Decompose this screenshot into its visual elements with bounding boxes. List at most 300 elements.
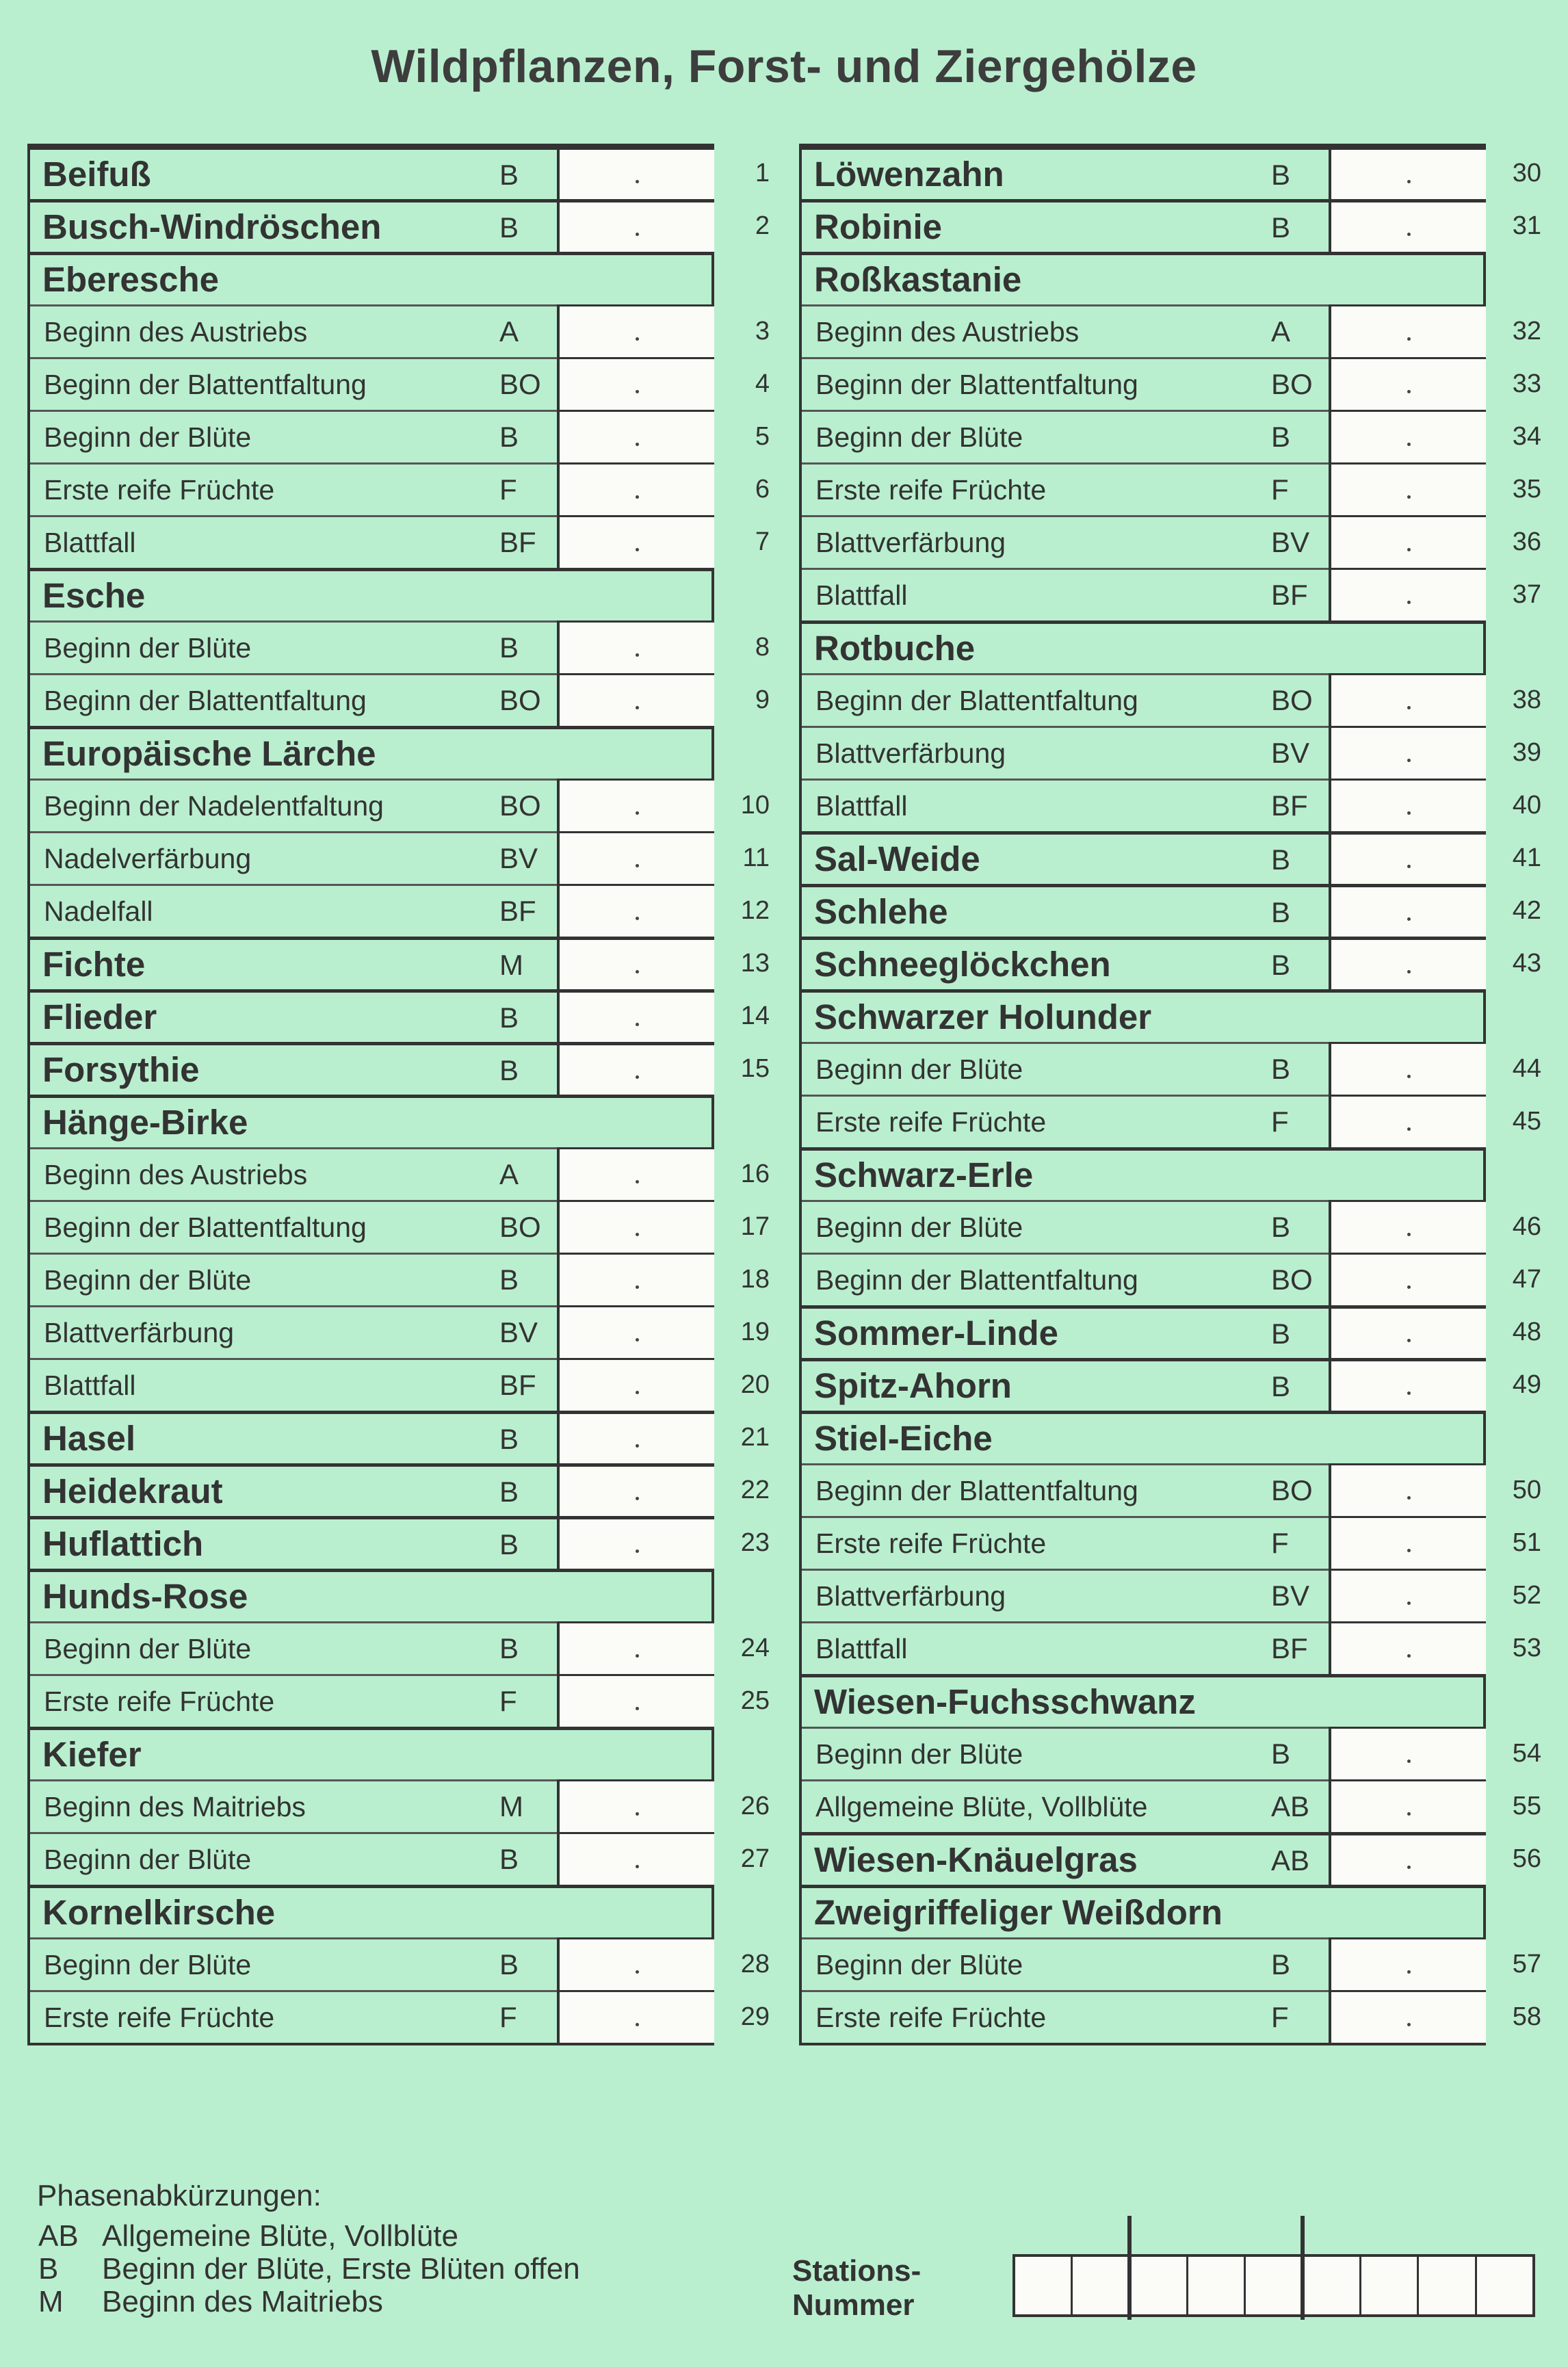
row-number: 55 — [1512, 1792, 1541, 1820]
date-entry-box[interactable] — [1329, 462, 1486, 515]
station-digit-cell[interactable] — [1015, 2257, 1071, 2314]
species-name: Kornelkirsche — [42, 1893, 276, 1932]
phase-name: Beginn der Blüte — [815, 1212, 1023, 1243]
species-header-row — [802, 620, 1483, 673]
date-entry-box[interactable] — [557, 1832, 714, 1885]
phase-row — [30, 1779, 711, 1832]
phase-code: B — [499, 1002, 519, 1034]
row-number: 54 — [1512, 1739, 1541, 1768]
species-row — [30, 1042, 711, 1095]
date-entry-box[interactable] — [557, 1465, 714, 1516]
date-separator-dot — [636, 864, 639, 867]
phase-row — [802, 515, 1483, 568]
phase-name: Beginn des Austriebs — [44, 316, 308, 348]
legend-item — [37, 2219, 458, 2253]
date-entry-box[interactable] — [557, 515, 714, 568]
phase-code: B — [1271, 1948, 1291, 1980]
phase-code: B — [499, 421, 519, 453]
legend — [37, 2179, 580, 2318]
species-name: Löwenzahn — [814, 155, 1004, 194]
left-column-table — [27, 144, 770, 2045]
phase-code: BV — [499, 1316, 538, 1348]
phase-name: Blattfall — [815, 1633, 908, 1664]
date-separator-dot — [1407, 2023, 1411, 2026]
date-entry-box[interactable] — [1329, 1253, 1486, 1305]
phase-code: BO — [499, 368, 541, 400]
species-row — [30, 1411, 711, 1463]
row-number: 4 — [755, 369, 770, 398]
date-entry-box[interactable] — [1329, 833, 1486, 884]
phase-name: Blattfall — [815, 790, 908, 822]
species-name: Hunds-Rose — [42, 1577, 248, 1616]
species-name: Europäische Lärche — [42, 734, 376, 773]
date-separator-dot — [1407, 601, 1411, 604]
row-number: 9 — [755, 685, 770, 714]
date-separator-dot — [1407, 811, 1411, 815]
date-entry-box[interactable] — [1329, 1095, 1486, 1147]
date-entry-box[interactable] — [557, 1253, 714, 1305]
phase-code: BF — [499, 526, 536, 558]
station-digit-cell[interactable] — [1244, 2257, 1301, 2314]
date-entry-box[interactable] — [557, 1305, 714, 1358]
date-entry-box[interactable] — [557, 1674, 714, 1727]
species-row — [30, 199, 711, 252]
phase-code: BO — [1271, 684, 1313, 716]
date-separator-dot — [636, 548, 639, 551]
date-separator-dot — [636, 1865, 639, 1868]
station-digit-cell[interactable] — [1302, 2257, 1359, 2314]
date-entry-box[interactable] — [1329, 304, 1486, 357]
date-separator-dot — [636, 1549, 639, 1553]
station-digit-cell[interactable] — [1359, 2257, 1417, 2314]
row-number: 5 — [755, 422, 770, 451]
date-separator-dot — [1407, 1233, 1411, 1236]
station-digit-cell[interactable] — [1071, 2257, 1128, 2314]
species-header-row — [802, 252, 1483, 304]
station-number-grid — [1012, 2254, 1535, 2317]
date-separator-dot — [636, 1233, 639, 1236]
row-number: 35 — [1512, 475, 1541, 504]
species-name: Schlehe — [814, 892, 948, 931]
phase-row — [802, 410, 1483, 462]
date-separator-dot — [636, 2023, 639, 2026]
date-separator-dot — [636, 390, 639, 393]
date-entry-box[interactable] — [1329, 1569, 1486, 1621]
date-entry-box[interactable] — [557, 779, 714, 831]
phase-name: Nadelfall — [44, 895, 153, 927]
date-entry-box[interactable] — [1329, 515, 1486, 568]
date-entry-box[interactable] — [1329, 410, 1486, 462]
phase-code: BF — [1271, 579, 1308, 611]
phase-code: BO — [1271, 368, 1313, 400]
species-row — [802, 937, 1483, 989]
phase-name: Beginn des Maitriebs — [44, 1791, 306, 1822]
date-entry-box[interactable] — [1329, 1359, 1486, 1411]
phase-name: Blattfall — [44, 1370, 136, 1401]
date-entry-box[interactable] — [557, 410, 714, 462]
date-entry-box[interactable] — [557, 938, 714, 989]
legend-item — [37, 2285, 383, 2318]
station-label-line1: Stations- — [792, 2254, 922, 2288]
species-header-row — [802, 1885, 1483, 1937]
date-entry-box[interactable] — [557, 200, 714, 252]
phase-row — [802, 304, 1483, 357]
station-digit-cell[interactable] — [1186, 2257, 1244, 2314]
phase-code: B — [1271, 844, 1291, 876]
species-row — [802, 1832, 1483, 1885]
species-name: Rotbuche — [814, 629, 976, 668]
row-number: 26 — [740, 1792, 770, 1820]
station-digit-cell[interactable] — [1129, 2257, 1186, 2314]
phase-row — [30, 1358, 711, 1411]
phase-name: Beginn der Blattentfaltung — [815, 685, 1138, 716]
phase-code: A — [499, 1158, 519, 1190]
row-number: 25 — [740, 1686, 770, 1715]
date-separator-dot — [1407, 1866, 1411, 1869]
date-entry-box[interactable] — [1329, 1833, 1486, 1885]
date-entry-box[interactable] — [1329, 726, 1486, 779]
species-row — [802, 884, 1483, 937]
species-name: Fichte — [42, 945, 146, 984]
phase-name: Erste reife Früchte — [815, 2002, 1047, 2033]
phase-row — [30, 1253, 711, 1305]
species-name: Wiesen-Fuchsschwanz — [814, 1682, 1196, 1721]
date-separator-dot — [636, 1497, 639, 1500]
date-separator-dot — [1407, 495, 1411, 499]
row-number: 57 — [1512, 1950, 1541, 1978]
phase-row — [802, 1042, 1483, 1095]
phase-row — [802, 1516, 1483, 1569]
date-entry-box[interactable] — [557, 620, 714, 673]
species-row — [30, 1463, 711, 1516]
phase-name: Beginn der Blüte — [44, 1949, 252, 1980]
date-entry-box[interactable] — [557, 150, 714, 199]
row-number: 53 — [1512, 1634, 1541, 1662]
date-separator-dot — [1407, 1760, 1411, 1763]
phase-row — [30, 620, 711, 673]
date-entry-box[interactable] — [1329, 1200, 1486, 1253]
phase-name: Beginn der Blattentfaltung — [815, 1475, 1138, 1506]
date-entry-box[interactable] — [1329, 1779, 1486, 1832]
row-number: 17 — [740, 1212, 770, 1241]
phase-row — [802, 1569, 1483, 1621]
species-name: Forsythie — [42, 1050, 200, 1089]
row-number: 1 — [755, 159, 770, 187]
date-entry-box[interactable] — [1329, 1937, 1486, 1990]
date-entry-box[interactable] — [557, 1412, 714, 1463]
station-digit-cell[interactable] — [1417, 2257, 1474, 2314]
phase-code: B — [1271, 949, 1291, 981]
phase-code: F — [499, 473, 517, 506]
phase-code: B — [499, 1264, 519, 1296]
phase-code: BV — [1271, 526, 1310, 558]
row-number: 14 — [740, 1002, 770, 1030]
phase-row — [802, 1621, 1483, 1674]
date-entry-box[interactable] — [557, 673, 714, 726]
phase-code: BF — [499, 895, 536, 927]
date-entry-box[interactable] — [1329, 1621, 1486, 1674]
date-entry-box[interactable] — [1329, 1990, 1486, 2043]
phase-code: B — [1271, 896, 1291, 928]
date-separator-dot — [636, 1391, 639, 1394]
phase-name: Blattfall — [815, 579, 908, 611]
phase-code: B — [499, 1948, 519, 1980]
phase-name: Beginn der Blüte — [44, 421, 252, 453]
species-header-row — [30, 1727, 711, 1779]
date-entry-box[interactable] — [557, 1043, 714, 1095]
row-number: 45 — [1512, 1107, 1541, 1136]
date-entry-box[interactable] — [557, 1779, 714, 1832]
phase-name: Blattverfärbung — [815, 737, 1006, 769]
legend-title: Phasenabkürzungen: — [37, 2179, 322, 2212]
date-entry-box[interactable] — [1329, 357, 1486, 410]
phase-code: F — [1271, 1527, 1289, 1559]
legend-text: Beginn der Blüte, Erste Blüten offen — [102, 2252, 580, 2286]
phase-row — [802, 1937, 1483, 1990]
phase-row — [30, 779, 711, 831]
date-separator-dot — [636, 811, 639, 815]
date-entry-box[interactable] — [557, 884, 714, 937]
row-number: 47 — [1512, 1265, 1541, 1294]
phase-code: B — [1271, 1211, 1291, 1243]
date-entry-box[interactable] — [1329, 1727, 1486, 1779]
phase-code: AB — [1271, 1790, 1310, 1822]
date-separator-dot — [636, 180, 639, 183]
date-separator-dot — [1407, 1812, 1411, 1816]
phase-code: B — [499, 1054, 519, 1086]
phase-row — [30, 1200, 711, 1253]
row-number: 19 — [740, 1318, 770, 1346]
phase-code: BO — [1271, 1264, 1313, 1296]
phase-row — [30, 410, 711, 462]
station-number-label — [792, 2254, 921, 2323]
phase-name: Erste reife Früchte — [815, 1106, 1047, 1138]
date-separator-dot — [636, 1444, 639, 1448]
phase-name: Beginn des Austriebs — [815, 316, 1080, 348]
species-name: Huflattich — [42, 1524, 204, 1563]
phase-row — [30, 673, 711, 726]
phase-name: Beginn der Blattentfaltung — [815, 369, 1138, 400]
phase-row — [802, 357, 1483, 410]
date-entry-box[interactable] — [557, 304, 714, 357]
species-name: Spitz-Ahorn — [814, 1366, 1012, 1405]
row-number: 51 — [1512, 1528, 1541, 1557]
date-entry-box[interactable] — [557, 1990, 714, 2043]
row-number: 44 — [1512, 1054, 1541, 1083]
phase-name: Blattverfärbung — [815, 527, 1006, 558]
phase-name: Erste reife Früchte — [44, 1686, 275, 1717]
row-number: 32 — [1512, 317, 1541, 345]
species-name: Sal-Weide — [814, 839, 980, 878]
phase-row — [802, 1463, 1483, 1516]
species-header-row — [30, 568, 711, 620]
phase-name: Beginn der Blattentfaltung — [44, 369, 367, 400]
phase-code: BO — [499, 1211, 541, 1243]
species-header-row — [30, 1569, 711, 1621]
row-number: 22 — [740, 1476, 770, 1504]
date-separator-dot — [636, 233, 639, 236]
species-name: Hänge-Birke — [42, 1103, 248, 1142]
date-separator-dot — [636, 1812, 639, 1816]
phase-name: Beginn der Blüte — [815, 421, 1023, 453]
date-separator-dot — [636, 706, 639, 709]
phase-code: B — [1271, 1053, 1291, 1085]
phase-code: BF — [499, 1369, 536, 1401]
row-number: 49 — [1512, 1370, 1541, 1399]
date-entry-box[interactable] — [557, 1200, 714, 1253]
species-row — [30, 937, 711, 989]
row-number: 8 — [755, 633, 770, 662]
date-separator-dot — [1407, 1496, 1411, 1500]
date-entry-box[interactable] — [1329, 200, 1486, 252]
station-digit-cell[interactable] — [1475, 2257, 1532, 2314]
species-header-row — [802, 1147, 1483, 1200]
phase-name: Beginn der Blüte — [44, 632, 252, 664]
phase-code: F — [1271, 473, 1289, 506]
date-entry-box[interactable] — [557, 1937, 714, 1990]
legend-text: Beginn des Maitriebs — [102, 2285, 383, 2318]
phase-row — [802, 1200, 1483, 1253]
row-number: 46 — [1512, 1212, 1541, 1241]
row-number: 38 — [1512, 685, 1541, 714]
phase-row — [30, 1305, 711, 1358]
date-separator-dot — [1407, 1549, 1411, 1552]
phase-code: B — [1271, 211, 1291, 244]
date-separator-dot — [1407, 1339, 1411, 1342]
date-entry-box[interactable] — [1329, 1463, 1486, 1516]
phase-row — [30, 1147, 711, 1200]
phase-row — [30, 1937, 711, 1990]
date-separator-dot — [1407, 443, 1411, 446]
date-entry-box[interactable] — [557, 1517, 714, 1569]
legend-abbr: AB — [38, 2219, 79, 2253]
date-separator-dot — [1407, 1601, 1411, 1605]
row-number: 13 — [740, 949, 770, 978]
date-separator-dot — [1407, 548, 1411, 551]
date-separator-dot — [1407, 1391, 1411, 1395]
phase-name: Beginn der Blüte — [44, 1633, 252, 1664]
row-number: 15 — [740, 1054, 770, 1083]
phase-name: Beginn der Blüte — [44, 1264, 252, 1296]
row-number: 23 — [740, 1528, 770, 1557]
date-entry-box[interactable] — [557, 1621, 714, 1674]
date-separator-dot — [636, 443, 639, 446]
phase-code: B — [1271, 1318, 1291, 1350]
date-entry-box[interactable] — [1329, 150, 1486, 199]
species-name: Schneeglöckchen — [814, 945, 1111, 984]
species-name: Hasel — [42, 1419, 136, 1458]
date-separator-dot — [1407, 1075, 1411, 1078]
species-name: Stiel-Eiche — [814, 1419, 993, 1458]
row-number: 43 — [1512, 949, 1541, 978]
date-entry-box[interactable] — [1329, 1307, 1486, 1358]
right-column-table — [799, 144, 1541, 2045]
date-separator-dot — [1407, 1654, 1411, 1658]
phase-code: B — [499, 631, 519, 664]
phase-code: BF — [1271, 1632, 1308, 1664]
date-entry-box[interactable] — [557, 831, 714, 884]
phase-name: Erste reife Früchte — [815, 1528, 1047, 1559]
phase-row — [802, 1253, 1483, 1305]
date-separator-dot — [636, 337, 639, 341]
date-entry-box[interactable] — [1329, 568, 1486, 620]
row-number: 10 — [740, 791, 770, 820]
date-separator-dot — [636, 1023, 639, 1026]
phase-row — [802, 779, 1483, 831]
phase-name: Beginn der Blüte — [815, 1738, 1023, 1770]
phase-name: Blattverfärbung — [44, 1317, 235, 1348]
legend-abbr: B — [38, 2252, 59, 2286]
date-entry-box[interactable] — [557, 1147, 714, 1200]
row-number: 27 — [740, 1844, 770, 1873]
phase-name: Beginn der Blattentfaltung — [44, 685, 367, 716]
date-separator-dot — [636, 970, 639, 973]
row-number: 11 — [742, 844, 770, 872]
row-number: 41 — [1512, 844, 1541, 872]
date-separator-dot — [1407, 233, 1411, 236]
date-separator-dot — [1407, 1285, 1411, 1289]
date-entry-box[interactable] — [1329, 673, 1486, 726]
row-number: 3 — [755, 317, 770, 345]
phase-name: Blattverfärbung — [815, 1580, 1006, 1612]
phase-row — [802, 1990, 1483, 2043]
date-entry-box[interactable] — [557, 1358, 714, 1411]
species-name: Sommer-Linde — [814, 1313, 1059, 1352]
row-number: 36 — [1512, 527, 1541, 556]
species-header-row — [30, 1095, 711, 1147]
species-row — [802, 146, 1483, 199]
date-entry-box[interactable] — [557, 462, 714, 515]
species-name: Eberesche — [42, 260, 219, 299]
date-entry-box[interactable] — [1329, 1516, 1486, 1569]
phase-name: Blattfall — [44, 527, 136, 558]
phase-row — [30, 304, 711, 357]
species-name: Schwarzer Holunder — [814, 997, 1152, 1036]
date-separator-dot — [636, 1285, 639, 1289]
row-number: 39 — [1512, 738, 1541, 767]
phase-row — [30, 1621, 711, 1674]
phase-row — [30, 1990, 711, 2043]
date-entry-box[interactable] — [1329, 779, 1486, 831]
row-number: 7 — [755, 527, 770, 556]
phase-code: BO — [499, 789, 541, 822]
phase-row — [802, 568, 1483, 620]
row-number: 21 — [740, 1423, 770, 1452]
row-number: 34 — [1512, 422, 1541, 451]
date-separator-dot — [1407, 706, 1411, 709]
species-name: Wiesen-Knäuelgras — [814, 1840, 1138, 1879]
date-entry-box[interactable] — [1329, 938, 1486, 989]
row-number: 58 — [1512, 2002, 1541, 2031]
date-entry-box[interactable] — [1329, 1042, 1486, 1095]
phase-code: B — [1271, 1370, 1291, 1402]
date-entry-box[interactable] — [1329, 885, 1486, 937]
phase-code: B — [499, 1476, 519, 1508]
phase-code: BO — [499, 684, 541, 716]
species-row — [802, 199, 1483, 252]
phase-code: B — [499, 1528, 519, 1560]
species-name: Zweigriffeliger Weißdorn — [814, 1893, 1223, 1932]
phase-row — [30, 831, 711, 884]
date-entry-box[interactable] — [557, 357, 714, 410]
phase-code: B — [499, 1843, 519, 1875]
left-rows — [27, 144, 714, 2045]
row-number: 33 — [1512, 369, 1541, 398]
phase-row — [30, 1832, 711, 1885]
phase-name: Beginn der Blüte — [815, 1054, 1023, 1085]
species-name: Beifuß — [42, 155, 151, 194]
date-entry-box[interactable] — [557, 991, 714, 1042]
